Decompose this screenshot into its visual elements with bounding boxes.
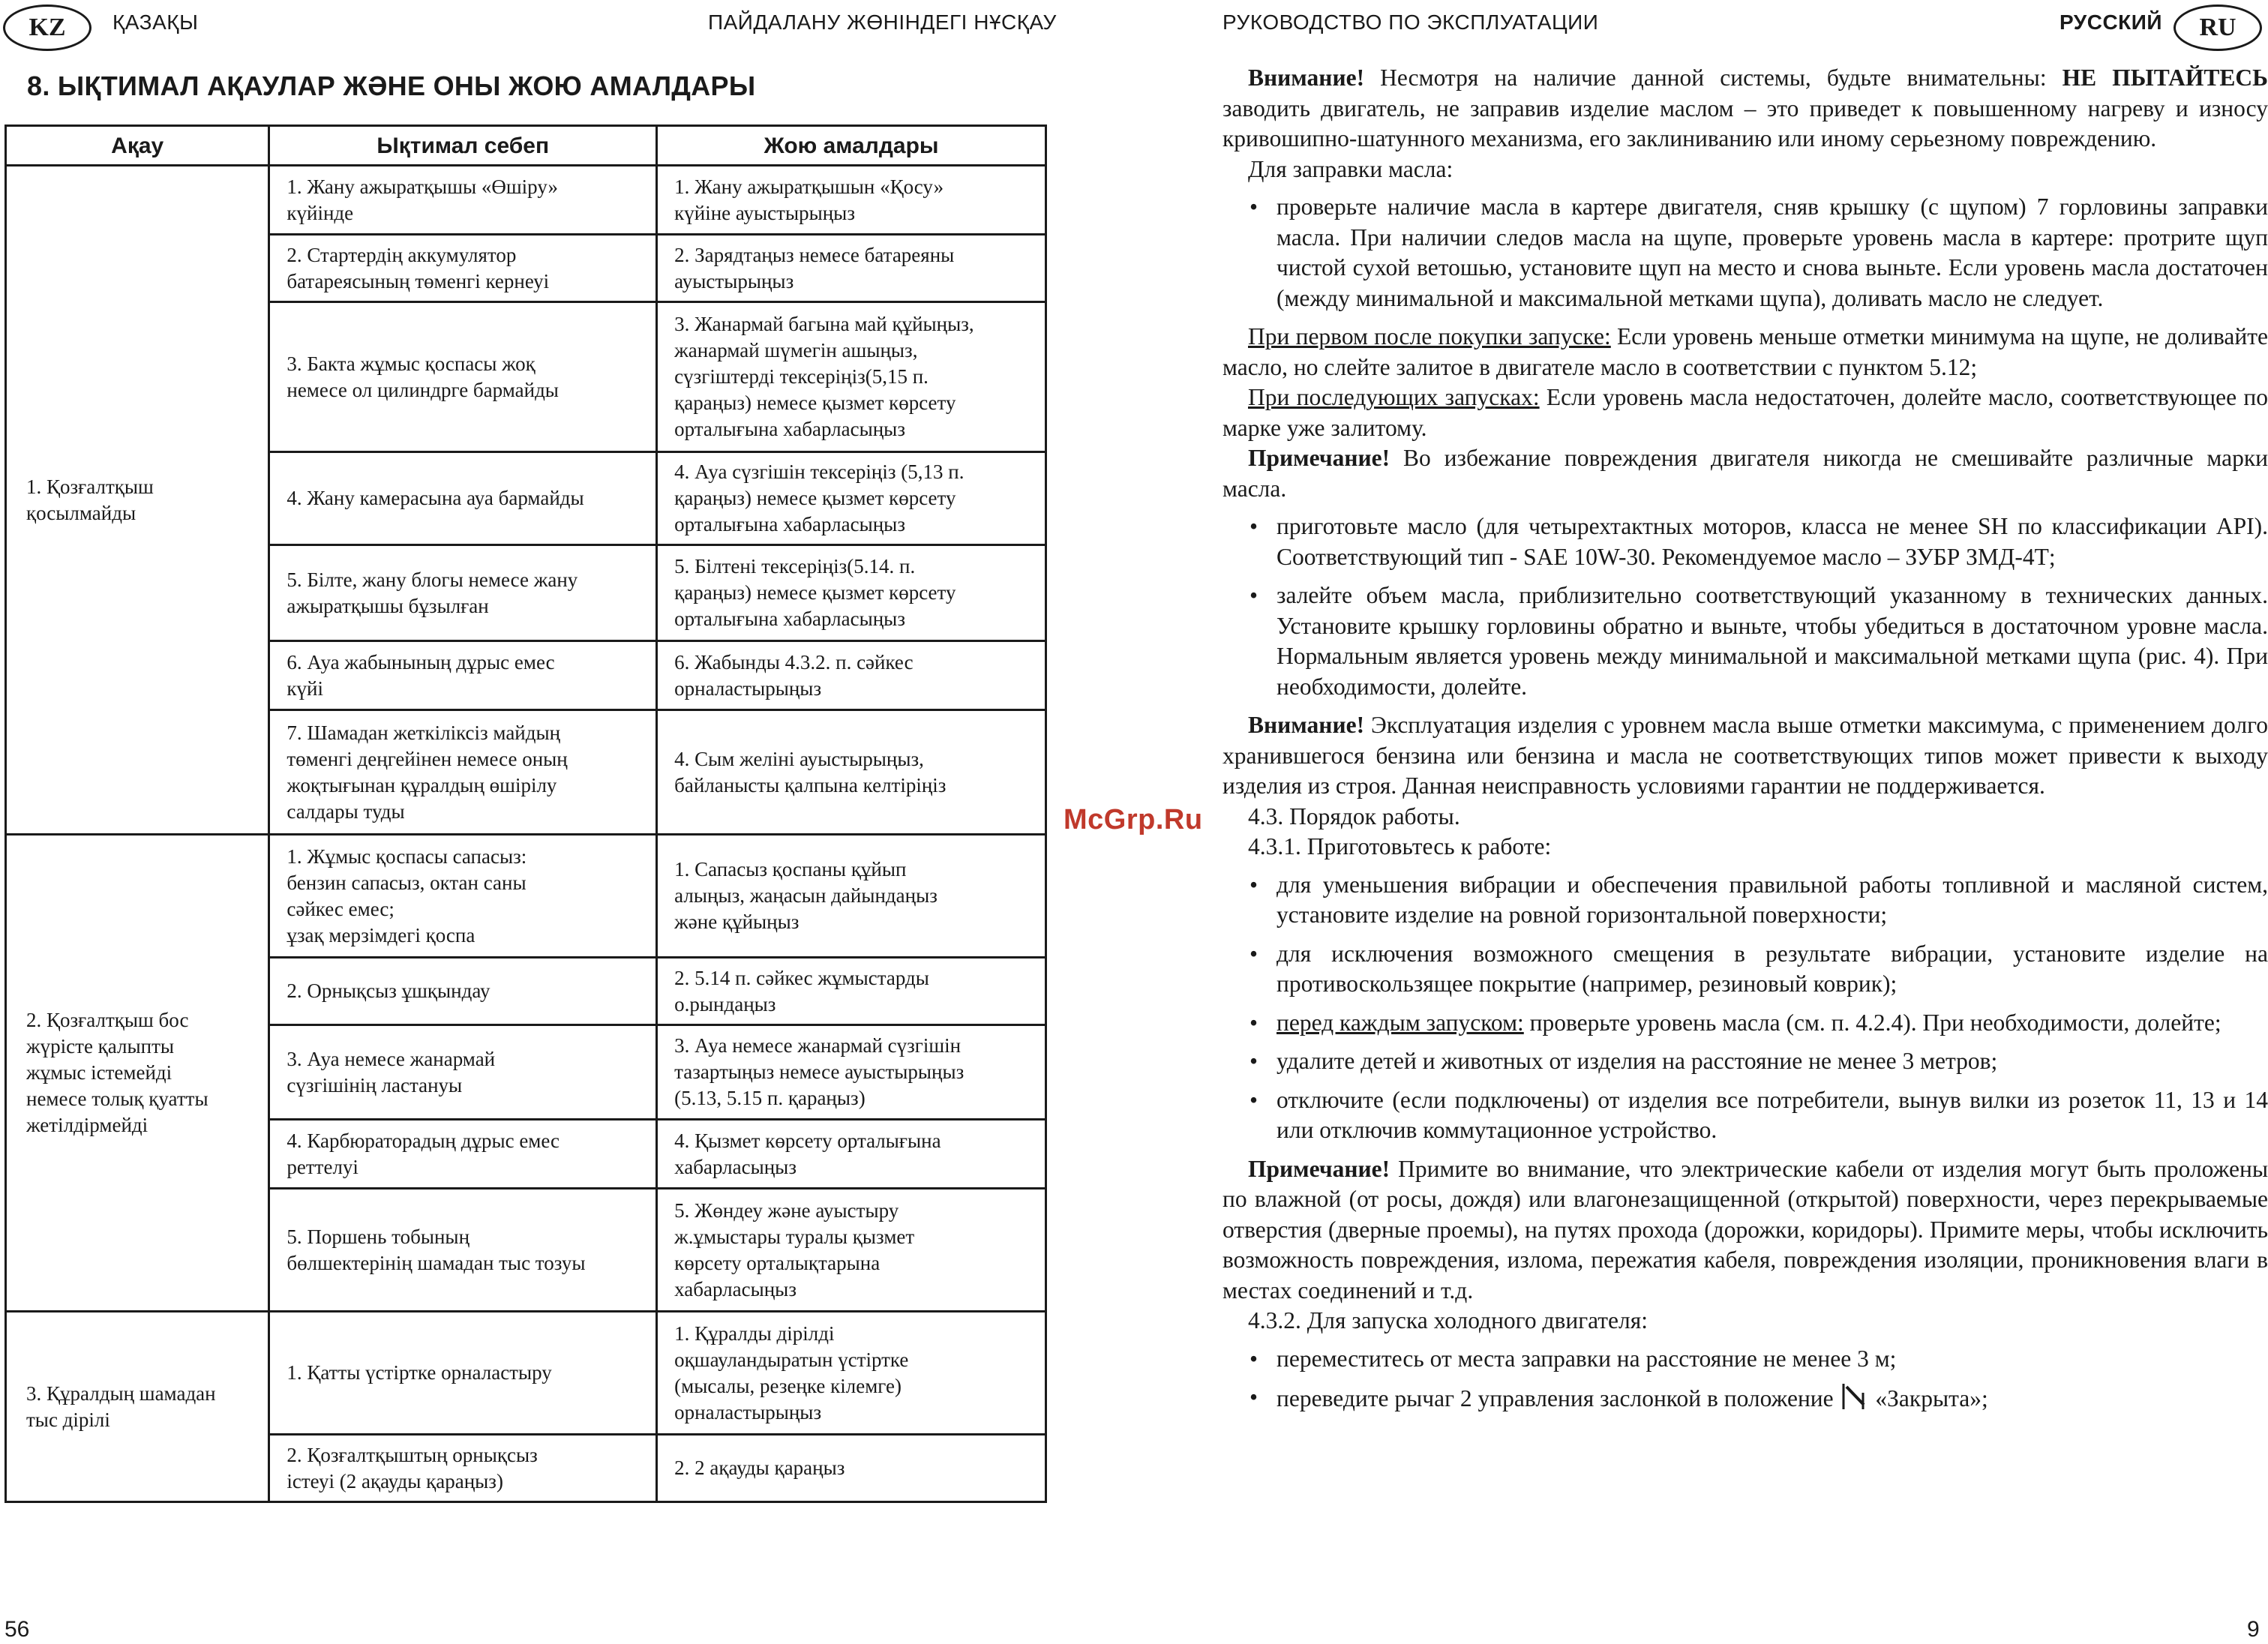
bullet-list-3: [1222, 870, 2268, 1146]
table-row: [6, 1312, 1046, 1435]
instruction-text: [1222, 63, 2268, 1423]
list-item: • проверьте наличие масла в картере двигателя, сняв крышку (с щупом) 7 горловины заправки масла. При наличии следов масла на щупе, проверьте уровень масла в картере: протрите щуп чистой сухой ветошью, установите щуп на место и снова выньте. Если уровень масла достаточен (между минимальной и максимальной метками щупа), доливать масло не следует.: [1250, 194, 2268, 311]
cause-cell: 2. Стартердің аккумулятор батареясының төменгі кернеуі: [269, 235, 657, 302]
watermark: McGrp.Ru: [1064, 804, 1203, 836]
cause-cell: 5. Поршень тобының бөлшектерінің шамадан тыс тозуы: [269, 1189, 657, 1312]
list-item: • приготовьте масло (для четырехтактных моторов, класса не менее SH по классификации API). Соответствующий тип - SAE 10W-30. Рекомендуемое масло – ЗУБР ЗМД-4Т;: [1250, 513, 2268, 570]
section-title: 8. ЫҚТИМАЛ АҚАУЛАР ЖӘНЕ ОНЫ ЖОЮ АМАЛДАРЫ: [27, 70, 756, 101]
bullet-list-1: [1222, 192, 2268, 314]
page-number-right: 9: [2247, 1617, 2260, 1642]
language-badge-ru: RU: [2174, 4, 2262, 51]
language-badge-kz: KZ: [3, 4, 92, 51]
cause-cell: 3. Бакта жұмыс қоспасы жоқ немесе ол цилиндрге бармайды: [269, 302, 657, 452]
bullet-list-2: [1222, 512, 2268, 702]
remedy-cell: 1. Жану ажыратқышын «Қосу» күйіне ауыстырыңыз: [657, 166, 1046, 235]
remedy-cell: 4. Ауа сүзгішін тексеріңіз (5,13 п. қараңыз) немесе қызмет көрсету орталығына хабарласыңыз: [657, 452, 1046, 545]
list-item: • для уменьшения вибрации и обеспечения правильной работы топливной и масляной систем, установите изделие на ровной горизонтальной поверхности;: [1250, 871, 2268, 928]
list-item: • переместитесь от места заправки на расстояние не менее 3 м;: [1250, 1345, 1897, 1372]
cause-cell: 1. Қатты үстіртке орналастыру: [269, 1312, 657, 1435]
header-language-ru: РУССКИЙ: [2060, 10, 2163, 34]
fault-cell: 1. Қозғалтқыш қосылмайды: [6, 166, 269, 835]
list-item: • переведите рычаг 2 управления заслонкой в положение «Закрыта»;: [1250, 1384, 1988, 1412]
remedy-cell: 5. Білтені тексеріңіз(5.14. п. қараңыз) немесе қызмет көрсету орталығына хабарласыңыз: [657, 545, 1046, 641]
remedy-cell: 1. Сапасыз қоспаны құйып алыңыз, жаңасын дайындаңыз және құйыңыз: [657, 835, 1046, 958]
cause-cell: 1. Жану ажыратқышы «Өшіру» күйінде: [269, 166, 657, 235]
choke-closed-icon: [1840, 1382, 1867, 1411]
remedy-cell: 2. 5.14 п. сәйкес жұмыстарды о.рындаңыз: [657, 958, 1046, 1025]
cause-cell: 2. Қозғалтқыштың орнықсыз істеуі (2 ақауды қараңыз): [269, 1435, 657, 1502]
paragraph-note-2: Примечание! Примите во внимание, что электрические кабели от изделия могут быть проложены по влажной (от росы, дождя) или влагонезащищенной (открытой) поверхности, через перекрываемые отверстия (дверные проемы), на путях прохода (дорожки, коридоры). Примите меры, чтобы исключить возможность повреждения, излома, пережатия кабеля, повреждения изоляции, проникновения влаги в местах соединений и т.д.: [1222, 1155, 2268, 1304]
page-number-left: 56: [4, 1617, 30, 1642]
heading-prepare: 4.3.1. Приготовьтесь к работе:: [1248, 833, 1552, 860]
cause-cell: 7. Шамадан жеткіліксіз майдың төменгі деңгейінен немесе оның жоқтығынан құралдың өшірілу салдары туды: [269, 710, 657, 835]
cause-cell: 3. Ауа немесе жанармай сүзгішінің ластануы: [269, 1025, 657, 1120]
remedy-cell: 3. Ауа немесе жанармай сүзгішін тазартыңыз немесе ауыстырыңыз (5.13, 5.15 п. қараңыз): [657, 1025, 1046, 1120]
remedy-cell: 4. Қызмет көрсету орталығына хабарласыңыз: [657, 1120, 1046, 1189]
heading-cold-start: 4.3.2. Для запуска холодного двигателя:: [1248, 1307, 1648, 1334]
column-header-fault: Ақау: [6, 126, 269, 166]
remedy-cell: 3. Жанармай багына май құйыңыз, жанармай шүмегін ашыңыз, сүзгіштерді тексеріңіз(5,15 п. қараңыз) немесе қызмет көрсету орталығына хабарласыңыз: [657, 302, 1046, 452]
cause-cell: 4. Карбюраторадың дұрыс емес реттелуі: [269, 1120, 657, 1189]
remedy-cell: 2. Зарядтаңыз немесе батареяны ауыстырыңыз: [657, 235, 1046, 302]
remedy-cell: 6. Жабынды 4.3.2. п. сәйкес орналастырыңыз: [657, 641, 1046, 710]
cause-cell: 6. Ауа жабынының дұрыс емес күйі: [269, 641, 657, 710]
list-item: • отключите (если подключены) от изделия все потребители, вынув вилки из розеток 11, 13 и 14 или отключив коммутационное устройство.: [1250, 1086, 2268, 1143]
fault-cell: 2. Қозғалтқыш бос жүрісте қалыпты жұмыс істемейді немесе толық қуатты жетілдірмейді: [6, 835, 269, 1312]
paragraph-note-1: Примечание! Во избежание повреждения двигателя никогда не смешивайте различные марки масла.: [1222, 445, 2268, 502]
header-title-ru: РУКОВОДСТВО ПО ЭКСПЛУАТАЦИИ: [1222, 10, 1599, 34]
list-item: • перед каждым запуском: проверьте уровень масла (см. п. 4.2.4). При необходимости, долейте;: [1250, 1009, 2222, 1036]
remedy-cell: 2. 2 ақауды қараңыз: [657, 1435, 1046, 1502]
fault-cell: 3. Құралдың шамадан тыс дірілі: [6, 1312, 269, 1502]
list-item: • удалите детей и животных от изделия на расстояние не менее 3 метров;: [1250, 1048, 1998, 1074]
paragraph-warning-1: Внимание! Несмотря на наличие данной системы, будьте внимательны: НЕ ПЫТАЙТЕСЬ заводить двигатель, не заправив изделие маслом – это приведет к повышенному нагреву и износу кривошипно-шатунного механизма, его заклиниванию или иному серьезному повреждению.: [1222, 64, 2268, 152]
remedy-cell: 5. Жөндеу және ауыстыру ж.ұмыстары туралы қызмет көрсету орталықтарына хабарласыңыз: [657, 1189, 1046, 1312]
header-title: ПАЙДАЛАНУ ЖӨНІНДЕГІ НҰСҚАУ: [708, 10, 1057, 34]
troubleshooting-table: [4, 124, 1047, 1503]
cause-cell: 1. Жұмыс қоспасы сапасыз: бензин сапасыз, октан саны сәйкес емес; ұзақ мерзімдегі қоспа: [269, 835, 657, 958]
column-header-remedy: Жою амалдары: [657, 126, 1046, 166]
remedy-cell: 4. Сым желіні ауыстырыңыз, байланысты қалпына келтіріңіз: [657, 710, 1046, 835]
list-item: • для исключения возможного смещения в результате вибрации, установите изделие на противоскользящее покрытие (например, резиновый коврик);: [1250, 940, 2268, 997]
cause-cell: 2. Орнықсыз ұшқындау: [269, 958, 657, 1025]
bullet-list-4: [1222, 1344, 2268, 1414]
table-row: [6, 835, 1046, 958]
paragraph-subsequent-starts: При последующих запусках: Если уровень масла недостаточен, долейте масло, соответствующее по марке уже залитому.: [1222, 384, 2268, 441]
cause-cell: 5. Білте, жану блогы немесе жану ажыратқышы бұзылған: [269, 545, 657, 641]
right-page: [1200, 0, 2268, 1644]
table-header-row: [6, 126, 1046, 166]
column-header-cause: Ықтимал себеп: [269, 126, 657, 166]
remedy-cell: 1. Құралды дірілді оқшауландыратын үстіртке (мысалы, резеңке кілемге) орналастырыңыз: [657, 1312, 1046, 1435]
heading-operating-procedure: 4.3. Порядок работы.: [1248, 802, 1460, 830]
table-row: [6, 166, 1046, 235]
paragraph-oil-fill-intro: Для заправки масла:: [1248, 155, 1454, 182]
cause-cell: 4. Жану камерасына ауа бармайды: [269, 452, 657, 545]
list-item: • залейте объем масла, приблизительно соответствующий указанному в технических данных. Установите крышку горловины обратно и выньте, чтобы убедиться в достаточном уровне масла. Нормальным является уровень между минимальной и максимальной метками щупа (рис. 4). При необходимости, долейте.: [1250, 582, 2268, 700]
paragraph-warning-2: Внимание! Эксплуатация изделия с уровнем масла выше отметки максимума, с применением долго хранившегося бензина или бензина и масла не соответствующих типов может привести к выходу изделия из строя. Данная неисправность условиями гарантии не поддерживается.: [1222, 712, 2268, 799]
header-language: ҚАЗАҚЫ: [112, 10, 199, 34]
paragraph-first-start: При первом после покупки запуске: Если уровень меньше отметки минимума на щупе, не доливайте масло, но слейте залитое в двигателе масло в соответствии с пунктом 5.12;: [1222, 323, 2268, 380]
left-page: [0, 0, 1065, 1644]
